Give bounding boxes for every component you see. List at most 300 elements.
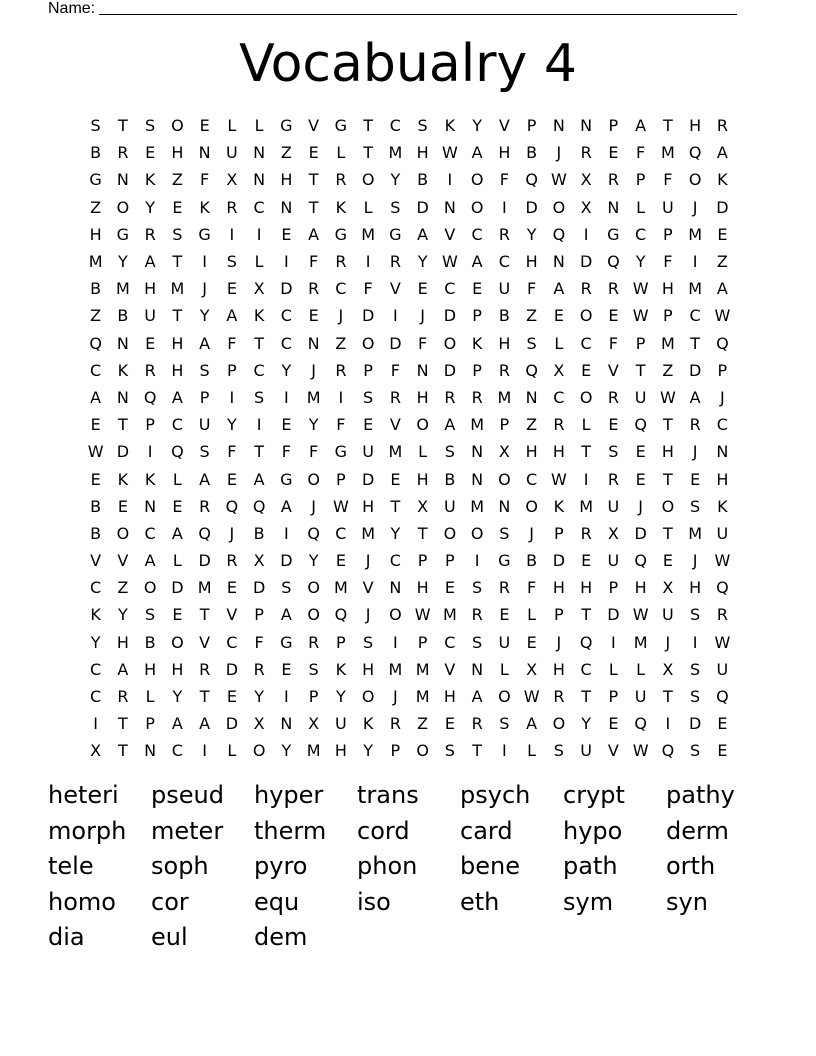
grid-letter: E bbox=[281, 415, 292, 435]
grid-letter: Y bbox=[281, 741, 292, 761]
grid-letter: G bbox=[280, 469, 293, 489]
grid-letter: N bbox=[716, 442, 729, 462]
grid-letter: E bbox=[172, 197, 183, 217]
grid-letter: C bbox=[580, 333, 592, 353]
grid-letter: X bbox=[253, 551, 265, 571]
grid-letter: B bbox=[90, 523, 102, 543]
grid-letter: N bbox=[253, 170, 266, 190]
grid-letter: R bbox=[580, 143, 592, 163]
grid-letter: Q bbox=[716, 687, 729, 707]
grid-letter: E bbox=[145, 143, 156, 163]
grid-letter: Z bbox=[90, 197, 102, 217]
grid-letter: X bbox=[580, 170, 592, 190]
grid-letter: V bbox=[444, 659, 456, 679]
grid-letter: U bbox=[335, 714, 347, 734]
grid-letter: F bbox=[309, 442, 319, 462]
word-list-item: psych bbox=[460, 781, 531, 809]
grid-letter: M bbox=[688, 523, 703, 543]
grid-letter: S bbox=[145, 605, 156, 625]
grid-letter: T bbox=[199, 687, 210, 707]
grid-letter: T bbox=[581, 605, 592, 625]
grid-letter: Q bbox=[307, 523, 320, 543]
grid-letter: O bbox=[470, 170, 484, 190]
grid-letter: H bbox=[334, 741, 347, 761]
grid-letter: D bbox=[361, 306, 375, 326]
grid-letter: M bbox=[197, 578, 212, 598]
grid-letter: Q bbox=[634, 551, 647, 571]
grid-letter: Q bbox=[198, 523, 211, 543]
grid-letter: M bbox=[333, 578, 348, 598]
grid-letter: H bbox=[171, 659, 184, 679]
grid-letter: X bbox=[607, 523, 619, 543]
grid-row bbox=[82, 438, 736, 465]
grid-letter: P bbox=[363, 360, 373, 380]
grid-letter: L bbox=[145, 687, 155, 707]
grid-letter: D bbox=[225, 659, 239, 679]
grid-letter: P bbox=[145, 415, 155, 435]
grid-letter: S bbox=[444, 741, 455, 761]
grid-letter: J bbox=[393, 687, 398, 707]
grid-letter: O bbox=[171, 116, 184, 136]
grid-letter: Y bbox=[308, 551, 319, 571]
grid-letter: Y bbox=[581, 714, 592, 734]
grid-letter: L bbox=[227, 741, 237, 761]
grid-letter: V bbox=[117, 551, 129, 571]
grid-letter: M bbox=[306, 387, 321, 407]
grid-letter: M bbox=[170, 279, 185, 299]
grid-letter: I bbox=[611, 632, 616, 652]
grid-letter: N bbox=[552, 116, 565, 136]
grid-letter: Z bbox=[526, 415, 538, 435]
grid-letter: L bbox=[527, 605, 537, 625]
grid-letter: E bbox=[226, 578, 237, 598]
grid-letter: T bbox=[662, 415, 673, 435]
grid-letter: O bbox=[552, 197, 566, 217]
grid-letter: A bbox=[417, 224, 429, 244]
grid-letter: Z bbox=[662, 360, 674, 380]
grid-letter: Y bbox=[281, 360, 292, 380]
grid-letter: U bbox=[607, 496, 620, 516]
grid-letter: H bbox=[443, 687, 456, 707]
grid-letter: G bbox=[280, 116, 293, 136]
grid-letter: K bbox=[117, 360, 129, 380]
grid-letter: W bbox=[714, 632, 731, 652]
grid-letter: K bbox=[90, 605, 101, 625]
grid-letter: B bbox=[498, 306, 510, 326]
grid-letter: D bbox=[443, 360, 457, 380]
grid-letter: F bbox=[336, 415, 346, 435]
grid-letter: J bbox=[338, 306, 344, 326]
grid-letter: E bbox=[608, 306, 619, 326]
grid-letter: R bbox=[389, 387, 401, 407]
grid-letter: L bbox=[418, 442, 428, 462]
grid-letter: D bbox=[443, 306, 457, 326]
grid-letter: O bbox=[116, 523, 130, 543]
grid-letter: O bbox=[579, 306, 593, 326]
grid-letter: Q bbox=[661, 741, 675, 761]
grid-letter: S bbox=[226, 252, 237, 272]
grid-letter: H bbox=[171, 360, 184, 380]
grid-letter: H bbox=[144, 279, 157, 299]
grid-letter: F bbox=[499, 170, 509, 190]
word-list-item: crypt bbox=[563, 781, 625, 809]
grid-letter: T bbox=[581, 442, 592, 462]
grid-letter: Q bbox=[89, 333, 102, 353]
grid-letter: L bbox=[499, 659, 509, 679]
grid-letter: S bbox=[390, 197, 401, 217]
grid-letter: I bbox=[583, 224, 589, 244]
grid-letter: J bbox=[229, 523, 235, 543]
grid-letter: R bbox=[498, 224, 510, 244]
grid-letter: H bbox=[661, 442, 674, 462]
grid-letter: T bbox=[117, 415, 128, 435]
grid-letter: R bbox=[199, 496, 211, 516]
grid-letter: E bbox=[717, 224, 728, 244]
grid-letter: D bbox=[688, 714, 702, 734]
grid-row bbox=[82, 629, 736, 656]
grid-letter: N bbox=[443, 197, 456, 217]
grid-letter: O bbox=[470, 523, 484, 543]
grid-letter: C bbox=[280, 333, 292, 353]
grid-letter: B bbox=[90, 496, 102, 516]
grid-letter: I bbox=[229, 387, 235, 407]
grid-letter: O bbox=[470, 197, 484, 217]
grid-letter: T bbox=[117, 714, 128, 734]
grid-letter: R bbox=[689, 415, 701, 435]
name-underline bbox=[99, 14, 737, 15]
grid-letter: P bbox=[254, 605, 264, 625]
grid-letter: O bbox=[498, 687, 511, 707]
grid-letter: R bbox=[335, 170, 347, 190]
grid-letter: R bbox=[471, 714, 483, 734]
grid-letter: J bbox=[420, 306, 425, 326]
grid-letter: Y bbox=[308, 415, 319, 435]
word-list-item: phon bbox=[357, 852, 418, 880]
grid-letter: W bbox=[550, 170, 567, 190]
grid-letter: T bbox=[635, 360, 646, 380]
grid-letter: I bbox=[474, 551, 480, 571]
grid-letter: M bbox=[361, 224, 376, 244]
grid-letter: O bbox=[171, 632, 184, 652]
grid-letter: U bbox=[498, 632, 511, 652]
grid-letter: M bbox=[388, 143, 403, 163]
grid-letter: E bbox=[444, 714, 455, 734]
grid-letter: U bbox=[634, 687, 647, 707]
grid-letter: Y bbox=[417, 252, 428, 272]
grid-letter: R bbox=[117, 143, 129, 163]
grid-letter: G bbox=[389, 224, 402, 244]
grid-letter: E bbox=[526, 632, 537, 652]
grid-letter: R bbox=[498, 360, 510, 380]
grid-letter: C bbox=[716, 415, 728, 435]
grid-letter: W bbox=[659, 387, 676, 407]
grid-letter: E bbox=[472, 279, 483, 299]
grid-letter: K bbox=[199, 197, 210, 217]
grid-row bbox=[82, 520, 736, 547]
grid-letter: R bbox=[553, 415, 565, 435]
grid-letter: R bbox=[607, 170, 619, 190]
word-list-item: pyro bbox=[254, 852, 308, 880]
grid-letter: O bbox=[116, 197, 130, 217]
grid-letter: D bbox=[389, 333, 402, 353]
grid-letter: X bbox=[498, 442, 510, 462]
grid-letter: X bbox=[308, 714, 320, 734]
grid-letter: C bbox=[226, 632, 238, 652]
grid-letter: Q bbox=[716, 333, 729, 353]
grid-letter: O bbox=[143, 578, 157, 598]
grid-letter: M bbox=[688, 224, 703, 244]
grid-letter: X bbox=[526, 659, 538, 679]
grid-letter: C bbox=[526, 469, 538, 489]
grid-letter: K bbox=[335, 197, 347, 217]
grid-letter: B bbox=[417, 170, 429, 190]
grid-letter: S bbox=[608, 442, 619, 462]
grid-letter: C bbox=[335, 523, 347, 543]
grid-letter: P bbox=[499, 415, 510, 435]
grid-letter: Y bbox=[335, 687, 346, 707]
grid-letter: T bbox=[363, 143, 374, 163]
grid-letter: L bbox=[227, 116, 237, 136]
grid-letter: L bbox=[254, 252, 264, 272]
grid-letter: Y bbox=[199, 306, 210, 326]
grid-letter: H bbox=[280, 170, 293, 190]
grid-letter: P bbox=[635, 333, 646, 353]
word-list-item: hyper bbox=[254, 781, 324, 809]
grid-letter: C bbox=[389, 116, 401, 136]
grid-letter: M bbox=[442, 605, 457, 625]
grid-letter: R bbox=[144, 224, 156, 244]
word-list-item: trans bbox=[357, 781, 419, 809]
grid-letter: Z bbox=[526, 306, 538, 326]
grid-letter: M bbox=[633, 632, 648, 652]
grid-letter: I bbox=[256, 224, 262, 244]
grid-letter: U bbox=[198, 415, 211, 435]
grid-letter: K bbox=[117, 469, 129, 489]
grid-letter: H bbox=[525, 252, 538, 272]
grid-letter: D bbox=[607, 605, 620, 625]
grid-letter: E bbox=[444, 578, 455, 598]
grid-letter: P bbox=[308, 687, 319, 707]
grid-letter: E bbox=[145, 333, 156, 353]
grid-letter: D bbox=[634, 523, 647, 543]
grid-letter: H bbox=[716, 469, 729, 489]
grid-letter: H bbox=[416, 469, 429, 489]
grid-letter: W bbox=[632, 279, 649, 299]
grid-letter: H bbox=[498, 143, 511, 163]
grid-letter: W bbox=[632, 741, 649, 761]
grid-letter: D bbox=[688, 360, 702, 380]
grid-letter: H bbox=[116, 632, 129, 652]
grid-letter: A bbox=[471, 143, 483, 163]
grid-letter: V bbox=[607, 741, 619, 761]
word-list bbox=[48, 778, 788, 956]
grid-letter: R bbox=[580, 279, 592, 299]
grid-row bbox=[82, 357, 736, 384]
grid-letter: T bbox=[690, 333, 701, 353]
grid-letter: K bbox=[253, 306, 265, 326]
grid-letter: D bbox=[716, 197, 729, 217]
grid-letter: L bbox=[636, 197, 646, 217]
grid-letter: O bbox=[361, 170, 375, 190]
grid-letter: A bbox=[144, 551, 156, 571]
grid-letter: N bbox=[580, 116, 593, 136]
grid-letter: U bbox=[607, 551, 620, 571]
grid-letter: L bbox=[336, 143, 346, 163]
grid-letter: O bbox=[416, 741, 429, 761]
word-list-item: heteri bbox=[48, 781, 119, 809]
word-list-item: hypo bbox=[563, 816, 623, 845]
grid-letter: S bbox=[172, 224, 183, 244]
grid-letter: S bbox=[254, 387, 265, 407]
grid-letter: C bbox=[335, 279, 347, 299]
grid-letter: G bbox=[334, 442, 348, 462]
grid-letter: G bbox=[89, 170, 102, 190]
grid-letter: I bbox=[692, 632, 698, 652]
grid-letter: E bbox=[608, 714, 619, 734]
grid-letter: T bbox=[117, 116, 128, 136]
grid-letter: Y bbox=[90, 632, 101, 652]
grid-letter: J bbox=[692, 551, 698, 571]
grid-letter: Y bbox=[117, 605, 128, 625]
grid-letter: B bbox=[90, 143, 102, 163]
grid-letter: C bbox=[553, 387, 565, 407]
grid-letter: C bbox=[253, 360, 265, 380]
grid-letter: H bbox=[416, 387, 429, 407]
grid-letter: O bbox=[443, 333, 457, 353]
grid-letter: P bbox=[472, 306, 482, 326]
grid-letter: X bbox=[553, 360, 565, 380]
grid-letter: E bbox=[499, 605, 510, 625]
grid-letter: S bbox=[199, 360, 210, 380]
grid-letter: R bbox=[389, 252, 401, 272]
grid-letter: H bbox=[171, 333, 184, 353]
grid-letter: R bbox=[716, 605, 728, 625]
grid-letter: O bbox=[579, 387, 593, 407]
grid-letter: E bbox=[281, 224, 292, 244]
grid-letter: P bbox=[663, 306, 673, 326]
grid-letter: D bbox=[171, 578, 184, 598]
grid-letter: F bbox=[527, 578, 537, 598]
grid-letter: P bbox=[608, 116, 619, 136]
grid-letter: E bbox=[635, 442, 646, 462]
grid-row bbox=[82, 302, 736, 329]
grid-letter: X bbox=[417, 496, 429, 516]
word-list-item: morph bbox=[48, 816, 127, 845]
grid-letter: B bbox=[444, 469, 456, 489]
grid-letter: P bbox=[417, 632, 428, 652]
grid-letter: F bbox=[636, 143, 646, 163]
grid-letter: H bbox=[689, 578, 702, 598]
grid-letter: L bbox=[172, 551, 182, 571]
grid-letter: E bbox=[226, 469, 237, 489]
grid-letter: A bbox=[471, 687, 483, 707]
grid-letter: I bbox=[665, 714, 671, 734]
grid-letter: L bbox=[636, 659, 646, 679]
grid-letter: F bbox=[390, 360, 400, 380]
grid-letter: T bbox=[363, 116, 374, 136]
grid-letter: E bbox=[281, 659, 292, 679]
grid-letter: H bbox=[144, 659, 157, 679]
grid-letter: C bbox=[253, 197, 265, 217]
grid-letter: K bbox=[717, 496, 728, 516]
grid-letter: N bbox=[198, 143, 211, 163]
grid-letter: T bbox=[308, 197, 319, 217]
grid-letter: Q bbox=[334, 605, 348, 625]
grid-letter: U bbox=[580, 741, 592, 761]
grid-letter: M bbox=[660, 143, 675, 163]
name-label: Name: bbox=[48, 0, 96, 17]
grid-letter: P bbox=[336, 632, 346, 652]
grid-letter: K bbox=[717, 170, 728, 190]
grid-letter: F bbox=[227, 333, 237, 353]
grid-letter: J bbox=[529, 523, 534, 543]
word-list-item: path bbox=[563, 852, 618, 880]
grid-letter: R bbox=[308, 279, 320, 299]
grid-letter: D bbox=[280, 279, 293, 299]
grid-letter: R bbox=[607, 469, 619, 489]
grid-letter: Y bbox=[526, 224, 537, 244]
grid-letter: C bbox=[280, 306, 292, 326]
grid-letter: J bbox=[202, 279, 207, 299]
grid-letter: O bbox=[307, 578, 320, 598]
grid-letter: T bbox=[172, 306, 183, 326]
grid-letter: L bbox=[172, 469, 182, 489]
grid-letter: Z bbox=[90, 306, 102, 326]
grid-letter: U bbox=[716, 523, 729, 543]
grid-letter: T bbox=[662, 523, 673, 543]
grid-letter: M bbox=[306, 741, 321, 761]
grid-letter: P bbox=[635, 170, 646, 190]
grid-letter: T bbox=[308, 170, 319, 190]
grid-letter: F bbox=[608, 333, 618, 353]
grid-letter: J bbox=[556, 143, 562, 163]
word-list-item: card bbox=[460, 816, 513, 845]
grid-letter: L bbox=[554, 333, 564, 353]
grid-letter: C bbox=[90, 687, 102, 707]
grid-letter: E bbox=[363, 415, 374, 435]
grid-letter: N bbox=[607, 197, 620, 217]
grid-letter: O bbox=[498, 469, 511, 489]
grid-letter: C bbox=[389, 551, 401, 571]
grid-letter: Z bbox=[335, 333, 347, 353]
word-list-item: equ bbox=[254, 887, 300, 916]
grid-letter: P bbox=[199, 387, 210, 407]
grid-letter: V bbox=[498, 116, 510, 136]
grid-letter: M bbox=[660, 333, 675, 353]
grid-row bbox=[82, 330, 736, 357]
grid-letter: P bbox=[417, 551, 428, 571]
grid-letter: V bbox=[607, 360, 619, 380]
grid-letter: V bbox=[362, 578, 374, 598]
grid-row bbox=[82, 710, 736, 737]
grid-letter: E bbox=[690, 469, 701, 489]
grid-letter: W bbox=[414, 605, 431, 625]
grid-letter: E bbox=[226, 687, 237, 707]
grid-row bbox=[82, 275, 736, 302]
word-list-item: dia bbox=[48, 923, 85, 951]
word-list-item: cord bbox=[357, 816, 410, 845]
grid-letter: S bbox=[553, 741, 564, 761]
grid-letter: A bbox=[90, 387, 102, 407]
grid-letter: P bbox=[526, 116, 537, 136]
grid-row bbox=[82, 656, 736, 683]
grid-letter: U bbox=[362, 442, 374, 462]
grid-letter: R bbox=[226, 551, 238, 571]
grid-letter: N bbox=[307, 333, 320, 353]
grid-letter: U bbox=[444, 496, 456, 516]
grid-letter: H bbox=[171, 143, 184, 163]
grid-letter: N bbox=[116, 170, 129, 190]
